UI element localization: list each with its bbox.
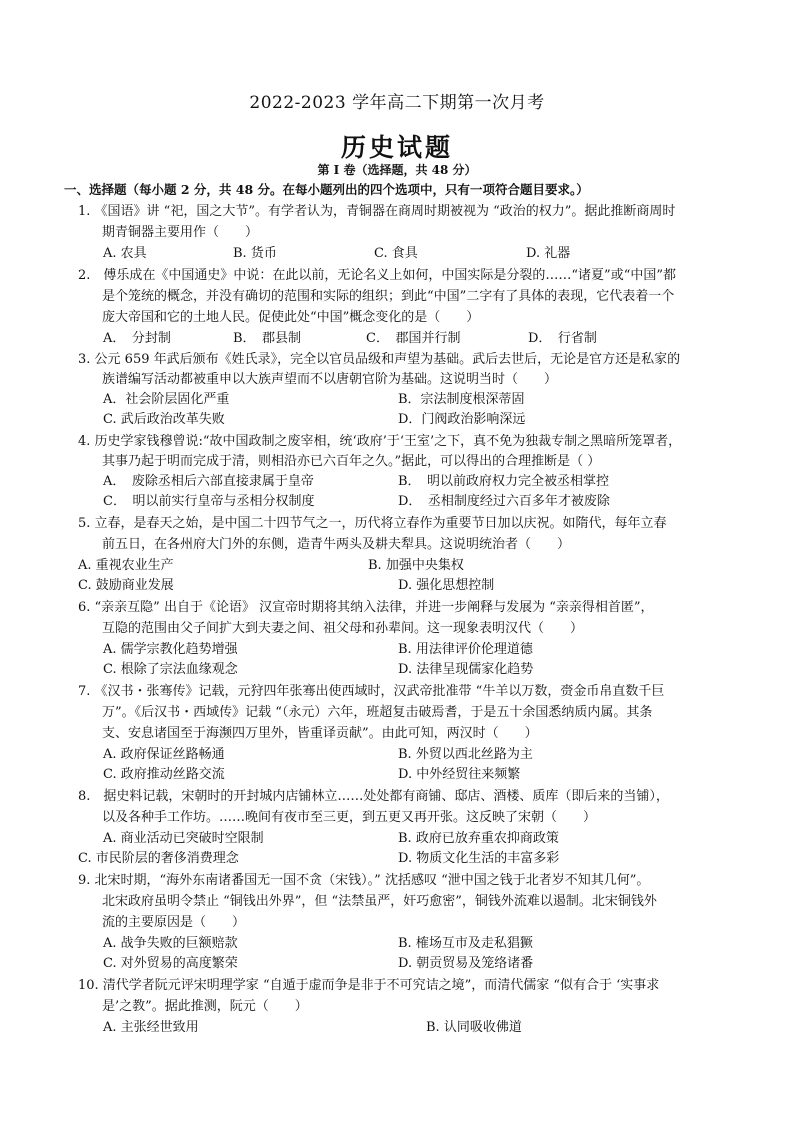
question-8-option-c: C. 市民阶层的奢侈消费理念: [78, 851, 239, 866]
question-4-line-2: 其事乃起于明而完成于清，则相沿亦已六百年之久。”据此，可以得出的合理推断是（ ）: [102, 454, 601, 469]
question-3-option-a: A．社会阶层固化严重: [103, 392, 230, 407]
question-5-option-b: B. 加强中央集权: [368, 558, 464, 573]
question-7-line-2: 万”。《后汉书・西域传》记载 “（永元）六年，班超复击破焉耆，于是五十余国悉纳质内属。其条: [102, 705, 653, 720]
question-6-line-2: 互隐的范围由父子间扩大到夫妻之间、祖父母和孙辈间。这一现象表明汉代（ ）: [102, 621, 584, 636]
question-1-line-2: 期青铜器主要用作（ ）: [102, 225, 259, 240]
question-9-line-1: 9. 北宋时期，“海外东南诸番国无一国不贪（宋钱）。” 沈括感叹 “泄中国之钱于北者岁不知其几何”。: [78, 873, 650, 888]
question-10-line-1: 10. 清代学者阮元评宋明理学家 “自遁于虚而争是非于不可究诘之境”，而清代儒家 “似有合于 ‘实事求: [78, 978, 660, 993]
question-7-line-3: 支、安息诸国至于海濒四万里外，皆重译贡献”。由此可知，两汉时（ ）: [102, 726, 538, 741]
question-1-line-1: 1. 《国语》讲 “祀，国之大节”。有学者认为，青铜器在商周时期被视为 “政治的权力”。据此推断商周时: [78, 204, 676, 219]
question-3-option-b: B．宗法制度根深蒂固: [398, 392, 525, 407]
question-1-option-c: C. 食具: [374, 246, 418, 261]
question-8-option-d: D. 物质文化生活的丰富多彩: [398, 851, 560, 866]
question-9-line-2: 北宋政府虽明令禁止 “铜钱出外界”，但 “法禁虽严，奸巧愈密”，铜钱外流难以遏制。北宋铜钱外: [102, 894, 657, 909]
question-8-option-b: B. 政府已放弃重农抑商政策: [398, 831, 559, 846]
question-2-option-b: B． 郡县制: [233, 331, 302, 346]
subject-title: 历史试题: [340, 133, 453, 162]
section-heading: 一、选择题（每小题 2 分，共 48 分。在每小题列出的四个选项中，只有一项符合题目要求。）: [64, 182, 589, 197]
question-10-line-2: 是’之教”。据此推测，阮元（ ）: [102, 999, 308, 1014]
question-9-option-b: B. 榷场互市及走私猖獗: [398, 936, 533, 951]
question-6-option-a: A. 儒学宗教化趋势增强: [103, 642, 238, 657]
question-3-line-2: 族谱编写活动都被重申以大族声望而不以唐朝官阶为基础。这说明当时（ ）: [102, 372, 558, 387]
question-6-line-1: 6. “亲亲互隐” 出自于《论语》 汉宣帝时期将其纳入法律，并进一步阐释与发展为 “亲亲得相首匿”，: [78, 600, 654, 615]
question-5-line-1: 5. 立春，是春天之始，是中国二十四节气之一，历代将立春作为重要节日加以庆祝。如隋代，每年立春: [78, 516, 667, 531]
exam-title: 2022-2023 学年高二下期第一次月考: [249, 93, 545, 113]
question-2-option-d: D． 行省制: [528, 331, 597, 346]
question-9-line-3: 流的主要原因是（ ）: [102, 915, 246, 930]
question-5-option-a: A. 重视农业生产: [78, 558, 174, 573]
question-4-option-d: D． 丞相制度经过六百多年才被废除: [398, 494, 610, 509]
question-9-option-c: C. 对外贸易的高度繁荣: [103, 956, 238, 971]
question-7-option-d: D. 中外经贸往来频繁: [398, 767, 521, 782]
question-1-option-d: D. 礼器: [526, 246, 571, 261]
question-7-line-1: 7. 《汉书・张骞传》记载，元狩四年张骞出使西域时，汉武帝批准带 “牛羊以万数，赍金币帛直数千巨: [78, 684, 665, 699]
question-5-line-2: 前五日，在各州府大门外的东侧，造青牛两头及耕夫犁具。这说明统治者（ ）: [102, 537, 571, 552]
question-2-option-a: A． 分封制: [103, 331, 171, 346]
question-9-option-a: A. 战争失败的巨额赔款: [103, 936, 238, 951]
question-3-option-d: D．门阀政治影响深远: [398, 412, 526, 427]
question-4-option-b: B． 明以前政府权力完全被丞相掌控: [398, 474, 610, 489]
question-10-option-a: A. 主张经世致用: [103, 1020, 199, 1035]
question-4-option-c: C． 明以前实行皇帝与丞相分权制度: [103, 494, 315, 509]
question-8-line-2: 以及各种手工作坊。……晚间有夜市至三更，到五更又再开张。这反映了宋朝（ ）: [102, 810, 597, 825]
question-1-option-a: A. 农具: [103, 246, 147, 261]
question-4-line-1: 4. 历史学家钱穆曾说:“故中国政制之废宰相，统‘政府’于‘王室’之下，真不免为独裁专制之黑暗所笼罩者，: [78, 434, 682, 449]
question-1-option-b: B. 货币: [233, 246, 277, 261]
question-2-line-1: 2. 傅乐成在《中国通史》中说：在此以前，无论名义上如何，中国实际是分裂的……“诸夏”或“中国”都: [78, 268, 676, 283]
question-3-option-c: C. 武后政治改革失败: [103, 412, 225, 427]
question-6-option-d: D. 法律呈现儒家化趋势: [398, 662, 534, 677]
question-8-option-a: A. 商业活动已突破时空限制: [103, 831, 264, 846]
question-10-option-b: B. 认同吸收佛道: [426, 1020, 522, 1035]
question-6-option-b: B. 用法律评价伦理道德: [398, 642, 533, 657]
question-2-option-c: C． 郡国并行制: [366, 331, 461, 346]
part-title: 第 I 卷（选择题，共 48 分）: [317, 163, 477, 177]
question-5-option-c: C. 鼓励商业发展: [78, 578, 174, 593]
question-2-line-2: 是个笼统的概念，并没有确切的范围和实际的组织；到此“中国”二字有了具体的表现，它代表着一个: [102, 289, 675, 304]
question-2-line-3: 庞大帝国和它的土地人民。促使此处“中国”概念变化的是（ ）: [102, 310, 480, 325]
question-3-line-1: 3. 公元 659 年武后颁布《姓氏录》，完全以官员品级和声望为基础。武后去世后，无论是官方还是私家的: [78, 352, 681, 367]
question-7-option-a: A. 政府保证丝路畅通: [103, 747, 225, 762]
question-7-option-c: C. 政府推动丝路交流: [103, 767, 225, 782]
question-8-line-1: 8. 据史料记载，宋朝时的开封城内店铺林立……处处都有商铺、邸店、酒楼、质库（即后来的当铺），: [78, 789, 669, 804]
question-6-option-c: C. 根除了宗法血缘观念: [103, 662, 238, 677]
question-9-option-d: D. 朝贡贸易及笼络诸番: [398, 956, 534, 971]
question-7-option-b: B. 外贸以西北丝路为主: [398, 747, 533, 762]
question-5-option-d: D. 强化思想控制: [398, 578, 495, 593]
question-4-option-a: A． 废除丞相后六部直接隶属于皇帝: [103, 474, 314, 489]
